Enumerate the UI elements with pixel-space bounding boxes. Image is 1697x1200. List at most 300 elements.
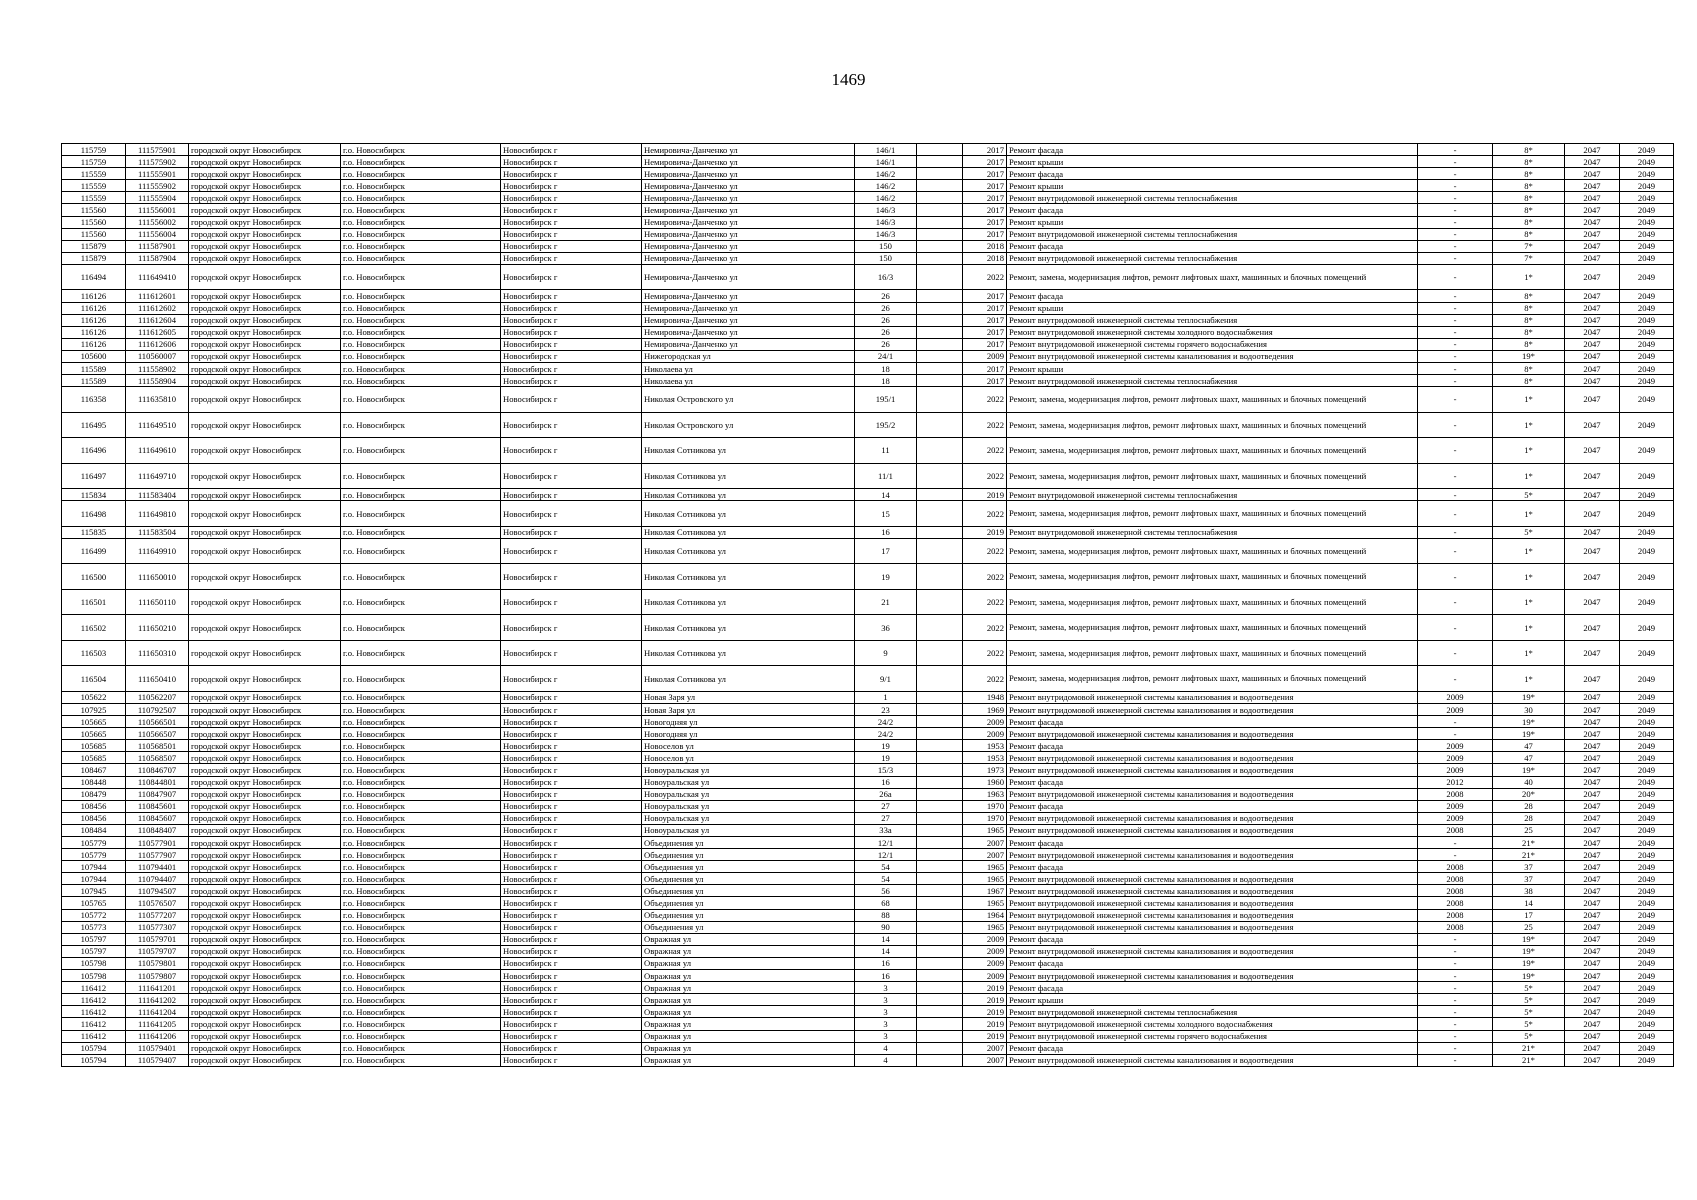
table-cell-locality: Новосибирск г xyxy=(501,800,642,812)
table-cell-start: 2047 xyxy=(1565,302,1620,314)
table-cell-district: городской округ Новосибирск xyxy=(189,180,341,192)
table-cell-house: 16/3 xyxy=(855,264,917,290)
table-cell-prev_year: 2009 xyxy=(1418,740,1493,752)
table-cell-year: 2022 xyxy=(963,264,1007,290)
table-cell-work: Ремонт внутридомовой инженерной системы канализования и водоотведения xyxy=(1007,691,1418,703)
table-cell-work: Ремонт фасада xyxy=(1007,290,1418,302)
table-cell-locality: Новосибирск г xyxy=(501,764,642,776)
table-cell-year: 2007 xyxy=(963,1054,1007,1066)
table-cell-district: городской округ Новосибирск xyxy=(189,897,341,909)
table-cell-year: 2017 xyxy=(963,216,1007,228)
table-cell-street: Новоуральская ул xyxy=(642,824,855,836)
table-cell-term: 5* xyxy=(1493,1030,1565,1042)
table-cell-house: 3 xyxy=(855,994,917,1006)
table-cell-locality: Новосибирск г xyxy=(501,970,642,982)
table-cell-street: Новоуральская ул xyxy=(642,764,855,776)
table-cell-blank xyxy=(917,338,963,350)
table-cell-id: 107925 xyxy=(62,703,126,715)
table-cell-start: 2047 xyxy=(1565,873,1620,885)
table-row xyxy=(62,387,1674,413)
table-cell-start: 2047 xyxy=(1565,1054,1620,1066)
table-cell-code: 110562207 xyxy=(126,691,189,703)
table-cell-blank xyxy=(917,824,963,836)
table-cell-code: 110566507 xyxy=(126,728,189,740)
table-cell-year: 2007 xyxy=(963,849,1007,861)
table-cell-id: 115560 xyxy=(62,216,126,228)
table-cell-blank xyxy=(917,970,963,982)
table-cell-prev_year: - xyxy=(1418,192,1493,204)
table-row xyxy=(62,873,1674,885)
table-cell-start: 2047 xyxy=(1565,615,1620,641)
table-cell-municipality: г.о. Новосибирск xyxy=(341,1030,501,1042)
table-row xyxy=(62,412,1674,438)
table-cell-term: 8* xyxy=(1493,290,1565,302)
table-cell-year: 1965 xyxy=(963,861,1007,873)
table-cell-end: 2049 xyxy=(1620,849,1674,861)
table-cell-end: 2049 xyxy=(1620,363,1674,375)
table-cell-district: городской округ Новосибирск xyxy=(189,788,341,800)
table-cell-start: 2047 xyxy=(1565,1042,1620,1054)
table-cell-house: 18 xyxy=(855,363,917,375)
table-cell-blank xyxy=(917,957,963,969)
table-cell-municipality: г.о. Новосибирск xyxy=(341,1018,501,1030)
table-cell-end: 2049 xyxy=(1620,252,1674,264)
table-cell-term: 21* xyxy=(1493,1042,1565,1054)
table-cell-house: 18 xyxy=(855,375,917,387)
table-cell-municipality: г.о. Новосибирск xyxy=(341,945,501,957)
table-cell-prev_year: 2008 xyxy=(1418,897,1493,909)
table-cell-work: Ремонт, замена, модернизация лифтов, ремонт лифтовых шахт, машинных и блочных помещений xyxy=(1007,501,1418,527)
table-cell-blank xyxy=(917,180,963,192)
table-cell-year: 2017 xyxy=(963,168,1007,180)
table-cell-municipality: г.о. Новосибирск xyxy=(341,691,501,703)
table-cell-year: 1953 xyxy=(963,752,1007,764)
table-cell-street: Новогодняя ул xyxy=(642,716,855,728)
table-row xyxy=(62,1030,1674,1042)
table-cell-code: 110579807 xyxy=(126,970,189,982)
table-cell-work: Ремонт, замена, модернизация лифтов, ремонт лифтовых шахт, машинных и блочных помещений xyxy=(1007,438,1418,464)
table-cell-work: Ремонт внутридомовой инженерной системы канализования и водоотведения xyxy=(1007,885,1418,897)
table-cell-code: 110846707 xyxy=(126,764,189,776)
table-cell-end: 2049 xyxy=(1620,463,1674,489)
table-cell-end: 2049 xyxy=(1620,204,1674,216)
table-cell-district: городской округ Новосибирск xyxy=(189,412,341,438)
table-cell-id: 115759 xyxy=(62,144,126,156)
table-cell-term: 21* xyxy=(1493,849,1565,861)
table-cell-id: 115589 xyxy=(62,375,126,387)
table-cell-district: городской округ Новосибирск xyxy=(189,824,341,836)
table-cell-start: 2047 xyxy=(1565,192,1620,204)
table-cell-house: 11/1 xyxy=(855,463,917,489)
table-cell-id: 105794 xyxy=(62,1054,126,1066)
table-cell-house: 3 xyxy=(855,982,917,994)
table-cell-work: Ремонт фасада xyxy=(1007,800,1418,812)
table-cell-term: 5* xyxy=(1493,489,1565,501)
table-cell-locality: Новосибирск г xyxy=(501,290,642,302)
table-cell-id: 107944 xyxy=(62,873,126,885)
table-cell-start: 2047 xyxy=(1565,1030,1620,1042)
table-cell-street: Новоуральская ул xyxy=(642,788,855,800)
table-row xyxy=(62,144,1674,156)
table-cell-term: 47 xyxy=(1493,752,1565,764)
table-cell-work: Ремонт крыши xyxy=(1007,994,1418,1006)
table-cell-street: Овражная ул xyxy=(642,1042,855,1054)
table-row xyxy=(62,703,1674,715)
table-cell-locality: Новосибирск г xyxy=(501,168,642,180)
table-cell-house: 16 xyxy=(855,776,917,788)
table-cell-code: 111650310 xyxy=(126,640,189,666)
table-cell-code: 111587901 xyxy=(126,240,189,252)
table-cell-street: Немировича-Данченко ул xyxy=(642,290,855,302)
table-row xyxy=(62,526,1674,538)
table-cell-id: 105622 xyxy=(62,691,126,703)
table-cell-start: 2047 xyxy=(1565,800,1620,812)
table-cell-blank xyxy=(917,463,963,489)
table-cell-term: 28 xyxy=(1493,800,1565,812)
table-cell-start: 2047 xyxy=(1565,564,1620,590)
table-cell-municipality: г.о. Новосибирск xyxy=(341,338,501,350)
table-cell-prev_year: - xyxy=(1418,957,1493,969)
table-cell-term: 8* xyxy=(1493,144,1565,156)
table-cell-end: 2049 xyxy=(1620,1030,1674,1042)
table-cell-prev_year: - xyxy=(1418,463,1493,489)
table-cell-year: 1965 xyxy=(963,824,1007,836)
table-cell-year: 2017 xyxy=(963,204,1007,216)
table-cell-code: 111649810 xyxy=(126,501,189,527)
table-cell-street: Николая Сотникова ул xyxy=(642,501,855,527)
table-cell-house: 26 xyxy=(855,314,917,326)
table-cell-blank xyxy=(917,264,963,290)
table-cell-id: 105797 xyxy=(62,945,126,957)
table-cell-municipality: г.о. Новосибирск xyxy=(341,240,501,252)
table-cell-house: 24/2 xyxy=(855,716,917,728)
table-cell-start: 2047 xyxy=(1565,252,1620,264)
table-cell-street: Николая Сотникова ул xyxy=(642,589,855,615)
table-cell-district: городской округ Новосибирск xyxy=(189,933,341,945)
table-row xyxy=(62,438,1674,464)
table-cell-house: 11 xyxy=(855,438,917,464)
table-cell-locality: Новосибирск г xyxy=(501,716,642,728)
table-cell-house: 150 xyxy=(855,240,917,252)
table-row xyxy=(62,264,1674,290)
table-cell-district: городской округ Новосибирск xyxy=(189,703,341,715)
table-cell-blank xyxy=(917,1018,963,1030)
table-cell-street: Новоселов ул xyxy=(642,740,855,752)
table-row xyxy=(62,156,1674,168)
table-cell-municipality: г.о. Новосибирск xyxy=(341,192,501,204)
table-row xyxy=(62,290,1674,302)
table-cell-end: 2049 xyxy=(1620,526,1674,538)
table-cell-blank xyxy=(917,564,963,590)
table-cell-code: 110579707 xyxy=(126,945,189,957)
table-row xyxy=(62,994,1674,1006)
table-cell-blank xyxy=(917,1054,963,1066)
table-cell-work: Ремонт внутридомовой инженерной системы горячего водоснабжения xyxy=(1007,1030,1418,1042)
table-cell-prev_year: - xyxy=(1418,994,1493,1006)
table-cell-street: Новоуральская ул xyxy=(642,776,855,788)
table-cell-prev_year: - xyxy=(1418,240,1493,252)
table-cell-municipality: г.о. Новосибирск xyxy=(341,640,501,666)
table-cell-start: 2047 xyxy=(1565,861,1620,873)
table-cell-end: 2049 xyxy=(1620,982,1674,994)
table-cell-blank xyxy=(917,788,963,800)
table-cell-term: 7* xyxy=(1493,240,1565,252)
table-cell-house: 12/1 xyxy=(855,837,917,849)
table-cell-id: 115879 xyxy=(62,240,126,252)
table-cell-district: городской округ Новосибирск xyxy=(189,252,341,264)
table-cell-year: 1965 xyxy=(963,897,1007,909)
table-cell-district: городской округ Новосибирск xyxy=(189,375,341,387)
table-cell-work: Ремонт, замена, модернизация лифтов, ремонт лифтовых шахт, машинных и блочных помещений xyxy=(1007,666,1418,692)
table-cell-district: городской округ Новосибирск xyxy=(189,982,341,994)
table-cell-code: 110579801 xyxy=(126,957,189,969)
table-cell-locality: Новосибирск г xyxy=(501,1042,642,1054)
table-cell-municipality: г.о. Новосибирск xyxy=(341,982,501,994)
table-cell-street: Объединения ул xyxy=(642,909,855,921)
table-row xyxy=(62,216,1674,228)
table-cell-code: 111555902 xyxy=(126,180,189,192)
table-cell-district: городской округ Новосибирск xyxy=(189,290,341,302)
table-cell-blank xyxy=(917,897,963,909)
table-cell-locality: Новосибирск г xyxy=(501,338,642,350)
table-cell-work: Ремонт фасада xyxy=(1007,240,1418,252)
table-cell-prev_year: 2009 xyxy=(1418,800,1493,812)
table-row xyxy=(62,666,1674,692)
table-cell-year: 1973 xyxy=(963,764,1007,776)
table-cell-district: городской округ Новосибирск xyxy=(189,885,341,897)
table-cell-blank xyxy=(917,216,963,228)
table-cell-municipality: г.о. Новосибирск xyxy=(341,1054,501,1066)
table-cell-district: городской округ Новосибирск xyxy=(189,314,341,326)
table-row xyxy=(62,375,1674,387)
table-cell-work: Ремонт фасада xyxy=(1007,716,1418,728)
table-cell-id: 115759 xyxy=(62,156,126,168)
table-cell-code: 111649410 xyxy=(126,264,189,290)
table-cell-work: Ремонт фасада xyxy=(1007,957,1418,969)
table-cell-locality: Новосибирск г xyxy=(501,526,642,538)
table-cell-end: 2049 xyxy=(1620,564,1674,590)
table-cell-term: 1* xyxy=(1493,564,1565,590)
table-cell-street: Николая Островского ул xyxy=(642,412,855,438)
table-cell-house: 16 xyxy=(855,970,917,982)
table-cell-district: городской округ Новосибирск xyxy=(189,1006,341,1018)
table-cell-district: городской округ Новосибирск xyxy=(189,970,341,982)
table-cell-code: 110847907 xyxy=(126,788,189,800)
table-cell-work: Ремонт внутридомовой инженерной системы теплоснабжения xyxy=(1007,192,1418,204)
table-cell-id: 116412 xyxy=(62,1006,126,1018)
table-cell-year: 1970 xyxy=(963,812,1007,824)
table-cell-code: 111641202 xyxy=(126,994,189,1006)
table-cell-blank xyxy=(917,994,963,1006)
table-cell-id: 105665 xyxy=(62,716,126,728)
table-cell-prev_year: 2009 xyxy=(1418,691,1493,703)
table-cell-house: 26 xyxy=(855,326,917,338)
table-row xyxy=(62,252,1674,264)
table-cell-district: городской округ Новосибирск xyxy=(189,463,341,489)
table-cell-street: Немировича-Данченко ул xyxy=(642,302,855,314)
table-cell-district: городской округ Новосибирск xyxy=(189,909,341,921)
table-cell-street: Овражная ул xyxy=(642,1030,855,1042)
table-cell-end: 2049 xyxy=(1620,970,1674,982)
table-row xyxy=(62,640,1674,666)
table-row xyxy=(62,716,1674,728)
table-row xyxy=(62,909,1674,921)
table-cell-year: 2022 xyxy=(963,387,1007,413)
table-cell-year: 2022 xyxy=(963,438,1007,464)
table-cell-street: Овражная ул xyxy=(642,970,855,982)
table-cell-municipality: г.о. Новосибирск xyxy=(341,438,501,464)
table-cell-term: 25 xyxy=(1493,824,1565,836)
table-cell-locality: Новосибирск г xyxy=(501,350,642,362)
table-cell-blank xyxy=(917,849,963,861)
table-cell-street: Объединения ул xyxy=(642,897,855,909)
table-cell-end: 2049 xyxy=(1620,752,1674,764)
table-cell-prev_year: - xyxy=(1418,387,1493,413)
table-cell-id: 108456 xyxy=(62,812,126,824)
table-cell-id: 105773 xyxy=(62,921,126,933)
table-cell-year: 2017 xyxy=(963,156,1007,168)
table-cell-street: Николая Сотникова ул xyxy=(642,489,855,501)
table-cell-end: 2049 xyxy=(1620,350,1674,362)
table-cell-street: Николаева ул xyxy=(642,363,855,375)
table-cell-work: Ремонт внутридомовой инженерной системы канализования и водоотведения xyxy=(1007,909,1418,921)
table-cell-house: 26 xyxy=(855,290,917,302)
table-cell-id: 116499 xyxy=(62,538,126,564)
table-cell-id: 105685 xyxy=(62,752,126,764)
table-cell-term: 8* xyxy=(1493,156,1565,168)
table-cell-code: 111612601 xyxy=(126,290,189,302)
table-cell-term: 1* xyxy=(1493,501,1565,527)
table-cell-year: 2017 xyxy=(963,228,1007,240)
table-cell-start: 2047 xyxy=(1565,764,1620,776)
table-cell-year: 1967 xyxy=(963,885,1007,897)
table-cell-locality: Новосибирск г xyxy=(501,489,642,501)
table-cell-district: городской округ Новосибирск xyxy=(189,228,341,240)
table-cell-street: Овражная ул xyxy=(642,994,855,1006)
table-cell-locality: Новосибирск г xyxy=(501,302,642,314)
table-cell-term: 19* xyxy=(1493,716,1565,728)
table-cell-blank xyxy=(917,728,963,740)
table-cell-district: городской округ Новосибирск xyxy=(189,216,341,228)
table-cell-locality: Новосибирск г xyxy=(501,615,642,641)
table-cell-municipality: г.о. Новосибирск xyxy=(341,204,501,216)
table-cell-code: 111650210 xyxy=(126,615,189,641)
table-cell-term: 21* xyxy=(1493,837,1565,849)
table-cell-locality: Новосибирск г xyxy=(501,812,642,824)
table-cell-year: 2022 xyxy=(963,589,1007,615)
table-cell-term: 8* xyxy=(1493,363,1565,375)
table-cell-blank xyxy=(917,1042,963,1054)
table-cell-blank xyxy=(917,873,963,885)
table-cell-locality: Новосибирск г xyxy=(501,849,642,861)
table-cell-work: Ремонт внутридомовой инженерной системы канализования и водоотведения xyxy=(1007,812,1418,824)
table-cell-term: 19* xyxy=(1493,350,1565,362)
table-cell-end: 2049 xyxy=(1620,716,1674,728)
table-cell-street: Николая Сотникова ул xyxy=(642,666,855,692)
table-cell-term: 1* xyxy=(1493,387,1565,413)
table-cell-end: 2049 xyxy=(1620,800,1674,812)
table-cell-end: 2049 xyxy=(1620,812,1674,824)
table-cell-end: 2049 xyxy=(1620,168,1674,180)
table-cell-locality: Новосибирск г xyxy=(501,252,642,264)
table-cell-prev_year: 2008 xyxy=(1418,788,1493,800)
table-cell-id: 116412 xyxy=(62,1018,126,1030)
table-cell-prev_year: - xyxy=(1418,180,1493,192)
table-cell-work: Ремонт внутридомовой инженерной системы теплоснабжения xyxy=(1007,526,1418,538)
table-cell-code: 110794401 xyxy=(126,861,189,873)
table-cell-street: Овражная ул xyxy=(642,933,855,945)
table-cell-code: 110560007 xyxy=(126,350,189,362)
table-row xyxy=(62,957,1674,969)
table-cell-year: 1960 xyxy=(963,776,1007,788)
table-cell-house: 14 xyxy=(855,489,917,501)
table-cell-prev_year: 2009 xyxy=(1418,703,1493,715)
table-cell-municipality: г.о. Новосибирск xyxy=(341,885,501,897)
table-cell-work: Ремонт внутридомовой инженерной системы канализования и водоотведения xyxy=(1007,873,1418,885)
table-cell-id: 115589 xyxy=(62,363,126,375)
table-cell-id: 107945 xyxy=(62,885,126,897)
table-row xyxy=(62,824,1674,836)
table-cell-prev_year: - xyxy=(1418,945,1493,957)
table-row xyxy=(62,812,1674,824)
table-cell-district: городской округ Новосибирск xyxy=(189,1030,341,1042)
table-cell-year: 2022 xyxy=(963,666,1007,692)
table-cell-start: 2047 xyxy=(1565,909,1620,921)
table-cell-locality: Новосибирск г xyxy=(501,240,642,252)
table-cell-municipality: г.о. Новосибирск xyxy=(341,716,501,728)
table-row xyxy=(62,788,1674,800)
table-cell-code: 111612602 xyxy=(126,302,189,314)
table-cell-district: городской округ Новосибирск xyxy=(189,764,341,776)
table-cell-municipality: г.о. Новосибирск xyxy=(341,538,501,564)
table-cell-municipality: г.о. Новосибирск xyxy=(341,144,501,156)
table-cell-district: городской округ Новосибирск xyxy=(189,716,341,728)
table-cell-work: Ремонт, замена, модернизация лифтов, ремонт лифтовых шахт, машинных и блочных помещений xyxy=(1007,387,1418,413)
table-cell-end: 2049 xyxy=(1620,776,1674,788)
table-cell-year: 2017 xyxy=(963,338,1007,350)
table-cell-house: 146/2 xyxy=(855,168,917,180)
table-cell-locality: Новосибирск г xyxy=(501,788,642,800)
table-cell-start: 2047 xyxy=(1565,180,1620,192)
table-cell-end: 2049 xyxy=(1620,666,1674,692)
table-cell-street: Немировича-Данченко ул xyxy=(642,252,855,264)
table-cell-year: 2007 xyxy=(963,1042,1007,1054)
table-cell-blank xyxy=(917,204,963,216)
table-cell-start: 2047 xyxy=(1565,691,1620,703)
table-cell-house: 146/1 xyxy=(855,144,917,156)
table-cell-prev_year: 2008 xyxy=(1418,873,1493,885)
table-cell-id: 108456 xyxy=(62,800,126,812)
table-cell-blank xyxy=(917,837,963,849)
table-cell-house: 19 xyxy=(855,564,917,590)
table-cell-street: Немировича-Данченко ул xyxy=(642,156,855,168)
table-row xyxy=(62,764,1674,776)
table-cell-street: Овражная ул xyxy=(642,1054,855,1066)
table-cell-blank xyxy=(917,526,963,538)
table-cell-municipality: г.о. Новосибирск xyxy=(341,615,501,641)
table-cell-locality: Новосибирск г xyxy=(501,156,642,168)
table-cell-municipality: г.о. Новосибирск xyxy=(341,350,501,362)
table-cell-house: 27 xyxy=(855,812,917,824)
table-cell-municipality: г.о. Новосибирск xyxy=(341,824,501,836)
table-row xyxy=(62,589,1674,615)
table-row xyxy=(62,228,1674,240)
table-cell-locality: Новосибирск г xyxy=(501,375,642,387)
table-cell-work: Ремонт крыши xyxy=(1007,156,1418,168)
table-cell-street: Овражная ул xyxy=(642,982,855,994)
table-cell-house: 3 xyxy=(855,1030,917,1042)
table-cell-year: 2022 xyxy=(963,463,1007,489)
